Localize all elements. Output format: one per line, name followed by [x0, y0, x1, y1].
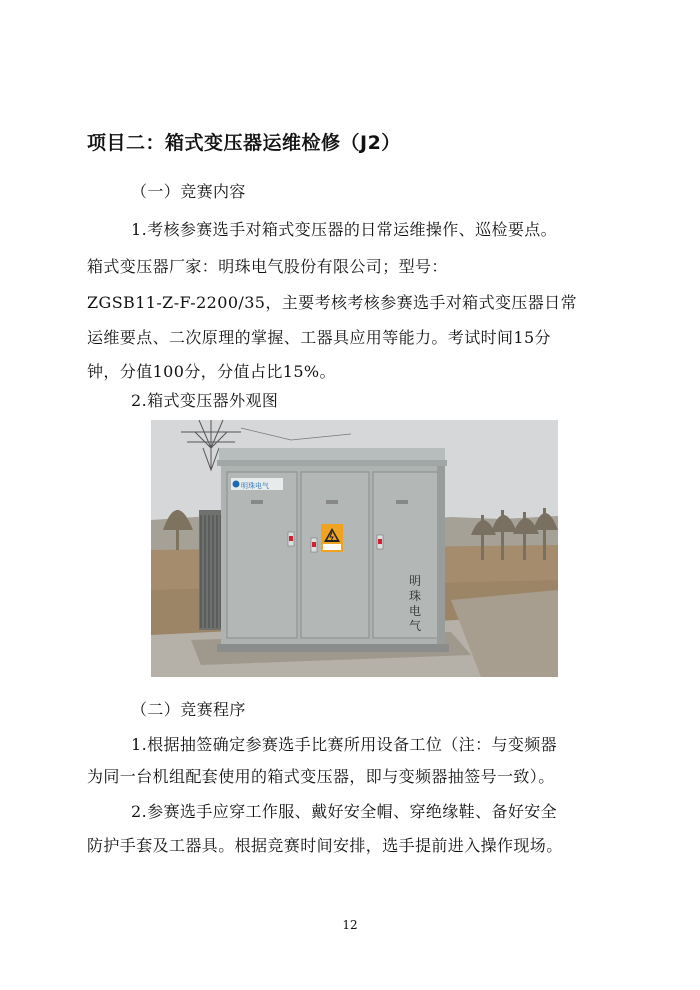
cabinet-logo: 明珠电气 [241, 482, 269, 490]
subsection-title-procedure: （二）竞赛程序 [131, 700, 246, 719]
cabinet-vertical-char: 珠 [409, 589, 422, 603]
cabinet-vertical-char: 气 [409, 619, 422, 633]
cabinet-vertical-char: 明 [409, 574, 422, 588]
paragraph-line: 钟，分值100分，分值占比15%。 [87, 362, 336, 381]
paragraph-line: 1.考核参赛选手对箱式变压器的日常运维操作、巡检要点。 [131, 220, 558, 239]
paragraph-line: ZGSB11-Z-F-2200/35，主要考核考核参赛选手对箱式变压器日常 [87, 293, 577, 312]
page-number: 12 [342, 918, 358, 932]
paragraph-line: 为同一台机组配套使用的箱式变压器，即与变频器抽签号一致）。 [87, 767, 555, 786]
paragraph-line: 防护手套及工器具。根据竞赛时间安排，选手提前进入操作现场。 [87, 836, 563, 855]
paragraph-line: 运维要点、二次原理的掌握、工器具应用等能力。考试时间15分 [87, 328, 551, 347]
transformer-photo [151, 420, 558, 677]
subsection-title-content: （一）竞赛内容 [131, 182, 246, 201]
cabinet-vertical-char: 电 [409, 604, 422, 618]
paragraph-line: 箱式变压器厂家：明珠电气股份有限公司；型号： [87, 257, 448, 276]
section-heading: 项目二：箱式变压器运维检修（J2） [87, 132, 401, 154]
figure-caption: 2.箱式变压器外观图 [131, 391, 279, 410]
paragraph-line: 2.参赛选手应穿工作服、戴好安全帽、穿绝缘鞋、备好安全 [131, 802, 558, 821]
transformer-illustration [151, 420, 558, 677]
paragraph-line: 1.根据抽签确定参赛选手比赛所用设备工位（注：与变频器 [131, 735, 558, 754]
